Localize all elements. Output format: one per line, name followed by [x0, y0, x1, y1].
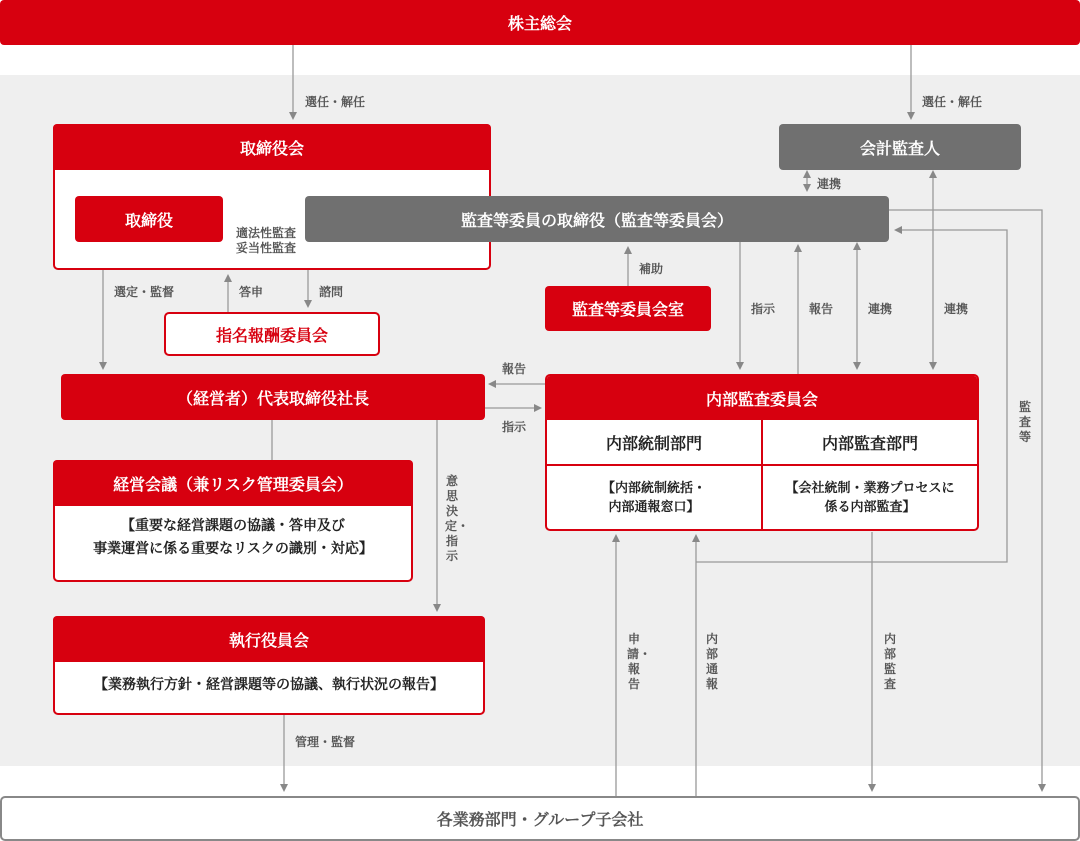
general-meeting-box: 株主総会: [0, 0, 1080, 45]
label-instruct-horizontal: 指示: [502, 420, 527, 434]
departments-box: 各業務部門・グループ子会社: [0, 796, 1080, 841]
internal-audit-desc-2: 係る内部監査】: [824, 499, 916, 515]
label-report-vertical: 報告: [809, 302, 834, 316]
internal-audit-dept: 内部監査部門: [763, 420, 977, 466]
label-elect-left: 選任・解任: [305, 95, 366, 109]
label-consult: 諮問: [319, 285, 344, 299]
label-instruct-vertical: 指示: [751, 302, 776, 316]
executive-board-title: 執行役員会: [53, 616, 485, 662]
label-manage-supervise: 管理・監督: [295, 735, 356, 749]
executive-board-desc: 【業務執行方針・経営課題等の協議、執行状況の報告】: [94, 677, 444, 693]
management-meeting-desc-2: 事業運営に係る重要なリスクの識別・対応】: [93, 541, 373, 557]
internal-control-desc: [547, 466, 763, 529]
board-title: 取締役会: [53, 124, 491, 170]
management-meeting-desc-1: 【重要な経営課題の協議・答申及び: [121, 518, 345, 534]
internal-control-dept: 内部統制部門: [547, 420, 763, 466]
label-assist: 補助: [639, 262, 664, 276]
executive-board-box: [53, 616, 485, 715]
label-decision: 意思決定・指示: [445, 474, 470, 563]
accounting-auditor-box: 会計監査人: [779, 124, 1021, 170]
management-meeting-desc: [55, 515, 411, 561]
president-box: （経営者）代表取締役社長: [61, 374, 485, 420]
internal-audit-desc-1: 【会社統制・業務プロセスに: [785, 480, 955, 496]
label-apply-report: 申請・報告: [627, 632, 652, 691]
label-cooperate-top: 連携: [817, 177, 842, 191]
nomination-committee-box: 指名報酬委員会: [164, 312, 380, 356]
label-audit-etc: 監査等: [1018, 400, 1031, 444]
management-meeting-title: 経営会議（兼リスク管理委員会）: [53, 460, 413, 506]
label-legality-audit: [228, 226, 304, 256]
internal-control-desc-2: 内部通報窓口】: [608, 499, 700, 515]
label-cooperate-2: 連携: [944, 302, 969, 316]
director-box: 取締役: [75, 196, 223, 242]
label-whistle: 内部通報: [705, 632, 718, 691]
internal-audit-desc: [763, 466, 977, 529]
internal-audit-committee-box: [545, 374, 979, 531]
label-elect-right: 選任・解任: [922, 95, 983, 109]
audit-committee-box: 監査等委員の取締役（監査等委員会）: [305, 196, 889, 242]
label-legality-1: 適法性監査: [235, 226, 296, 240]
label-internal-audit: 内部監査: [883, 632, 896, 691]
management-meeting-box: [53, 460, 413, 582]
label-legality-2: 妥当性監査: [235, 241, 296, 255]
label-cooperate-1: 連携: [868, 302, 893, 316]
internal-control-desc-1: 【内部統制統括・: [601, 480, 706, 496]
label-answer: 答申: [239, 285, 264, 299]
label-select-supervise: 選定・監督: [114, 285, 175, 299]
internal-audit-committee-title: 内部監査委員会: [547, 376, 977, 420]
audit-office-box: 監査等委員会室: [545, 286, 711, 331]
label-report-horizontal: 報告: [502, 362, 527, 376]
